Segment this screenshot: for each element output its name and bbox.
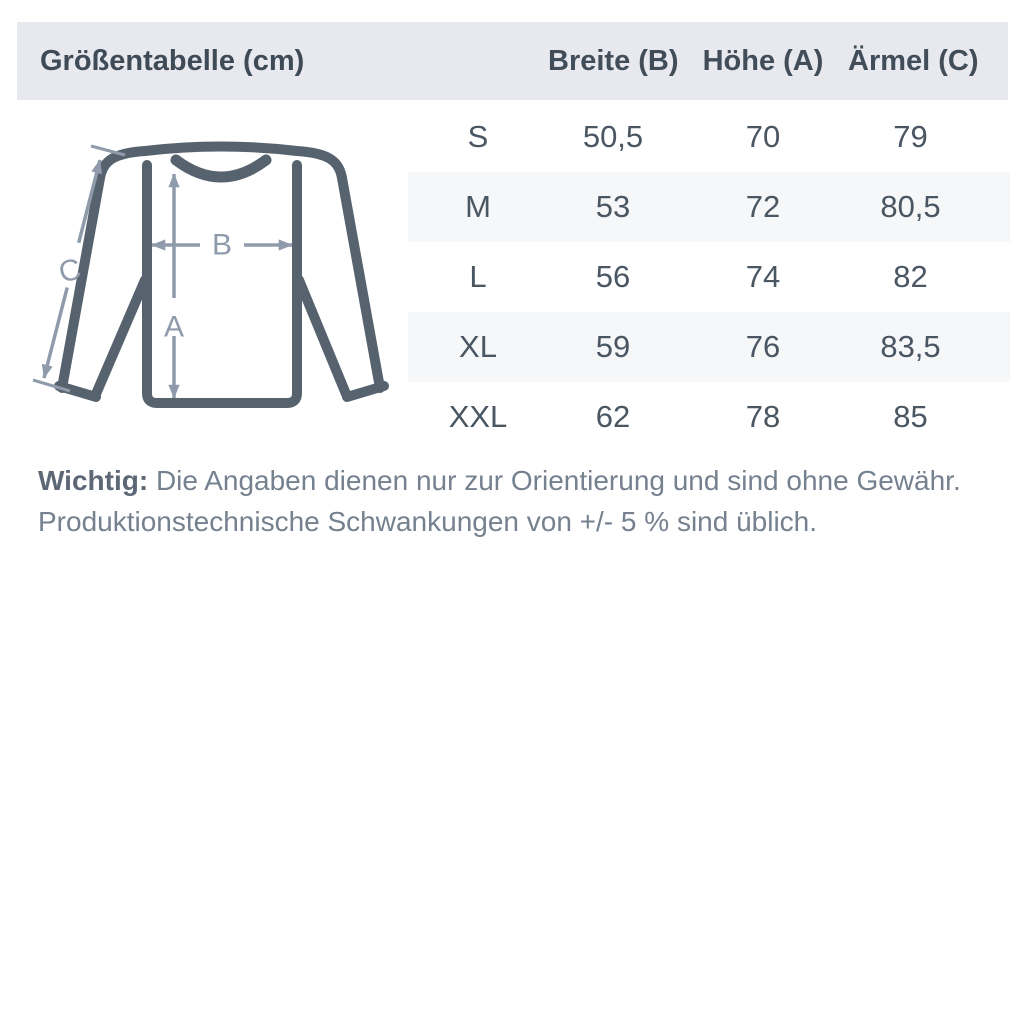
table-row-xl [408, 312, 1010, 382]
column-header-aermel: Ärmel (C) [848, 44, 979, 77]
label-c: C [55, 252, 85, 290]
breite-cell: 50,5 [582, 119, 644, 154]
hoehe-cell: 70 [745, 119, 781, 154]
size-table [408, 102, 1010, 452]
table-row-xxl [408, 382, 1010, 452]
label-b: B [211, 228, 233, 262]
page-title: Größentabelle (cm) [40, 44, 305, 77]
table-row-s [408, 102, 1010, 172]
important-note [38, 460, 1008, 542]
breite-cell: 56 [595, 259, 631, 294]
sweater-measurement-diagram [0, 130, 420, 430]
aermel-cell: 85 [893, 399, 928, 434]
breite-cell: 59 [595, 329, 631, 364]
aermel-cell: 79 [893, 119, 928, 154]
size-cell: XL [459, 329, 497, 364]
label-a: A [163, 310, 185, 344]
size-chart-header [17, 22, 1008, 100]
hoehe-cell: 74 [745, 259, 781, 294]
note-line-1 [38, 460, 1008, 501]
sweater-outline-icon [59, 147, 384, 404]
aermel-cell: 83,5 [880, 329, 941, 364]
column-header-hoehe: Höhe (A) [702, 44, 824, 77]
size-cell: L [469, 259, 487, 294]
hoehe-cell: 72 [745, 189, 781, 224]
breite-cell: 53 [595, 189, 631, 224]
aermel-cell: 80,5 [880, 189, 941, 224]
note-bold-prefix: Wichtig: [38, 465, 149, 496]
note-text-2: Produktionstechnische Schwankungen von +/- 5 % sind üblich. [38, 506, 818, 537]
hoehe-cell: 78 [745, 399, 781, 434]
note-line-2 [38, 501, 1008, 542]
column-header-breite: Breite (B) [548, 44, 679, 77]
hoehe-cell: 76 [745, 329, 781, 364]
size-cell: S [467, 119, 489, 154]
breite-cell: 62 [595, 399, 631, 434]
size-cell: XXL [448, 399, 508, 434]
note-text-1: Die Angaben dienen nur zur Orientierung und sind ohne Gewähr. [155, 465, 961, 496]
table-row-m [408, 172, 1010, 242]
table-row-l [408, 242, 1010, 312]
size-cell: M [465, 189, 491, 224]
aermel-cell: 82 [893, 259, 928, 294]
